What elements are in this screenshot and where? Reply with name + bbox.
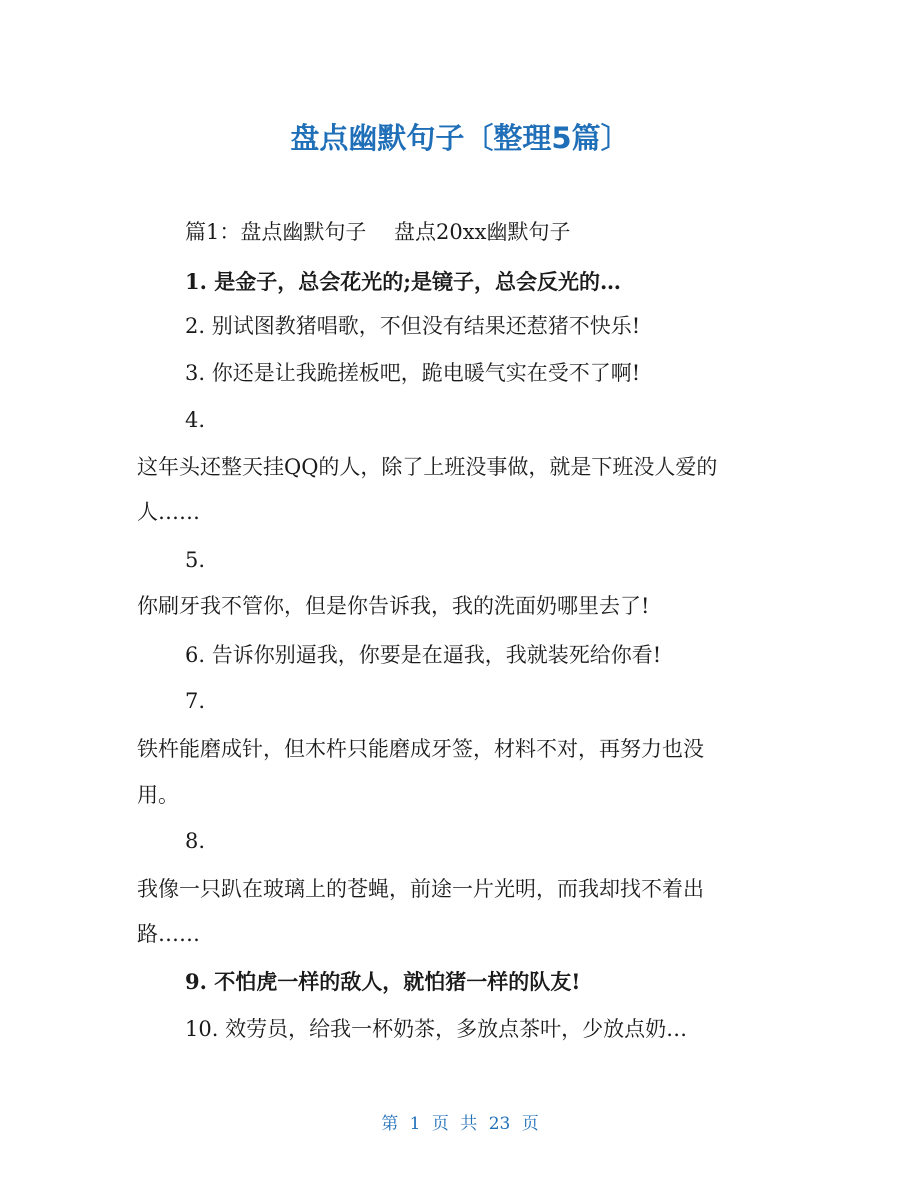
list-item-5-number: 5. (185, 548, 206, 572)
page-number-footer: 第 1 页 共 23 页 (381, 1114, 539, 1134)
list-item-9: 9. 不怕虎一样的敌人，就怕猪一样的队友! (185, 969, 581, 994)
list-item-3: 3. 你还是让我跪搓板吧，跪电暖气实在受不了啊! (185, 361, 641, 385)
list-item-7-text-cont: 用。 (137, 783, 179, 807)
list-item-8-text: 我像一只趴在玻璃上的苍蝇，前途一片光明，而我却找不着出 (137, 877, 704, 901)
list-item-7-text: 铁杵能磨成针，但木杵只能磨成牙签，材料不对，再努力也没 (137, 737, 704, 761)
section-heading: 篇1：盘点幽默句子 盘点20xx幽默句子 (185, 220, 571, 244)
list-item-8-text-cont: 路…… (137, 922, 200, 946)
list-item-1: 1. 是金子，总会花光的;是镜子，总会反光的… (185, 269, 621, 294)
list-item-8-number: 8. (185, 829, 206, 853)
list-item-2: 2. 别试图教猪唱歌，不但没有结果还惹猪不快乐! (185, 314, 641, 338)
list-item-4-number: 4. (185, 408, 206, 432)
list-item-5-text: 你刷牙我不管你，但是你告诉我，我的洗面奶哪里去了! (137, 594, 650, 618)
list-item-6: 6. 告诉你别逼我，你要是在逼我，我就装死给你看! (185, 643, 662, 667)
list-item-10: 10. 效劳员，给我一杯奶茶，多放点茶叶，少放点奶… (185, 1017, 688, 1041)
list-item-7-number: 7. (185, 689, 206, 713)
page-title: 盘点幽默句子〔整理5篇〕 (290, 121, 630, 155)
list-item-4-text-cont: 人…… (137, 500, 200, 524)
list-item-4-text: 这年头还整天挂QQ的人，除了上班没事做，就是下班没人爱的 (137, 455, 718, 479)
